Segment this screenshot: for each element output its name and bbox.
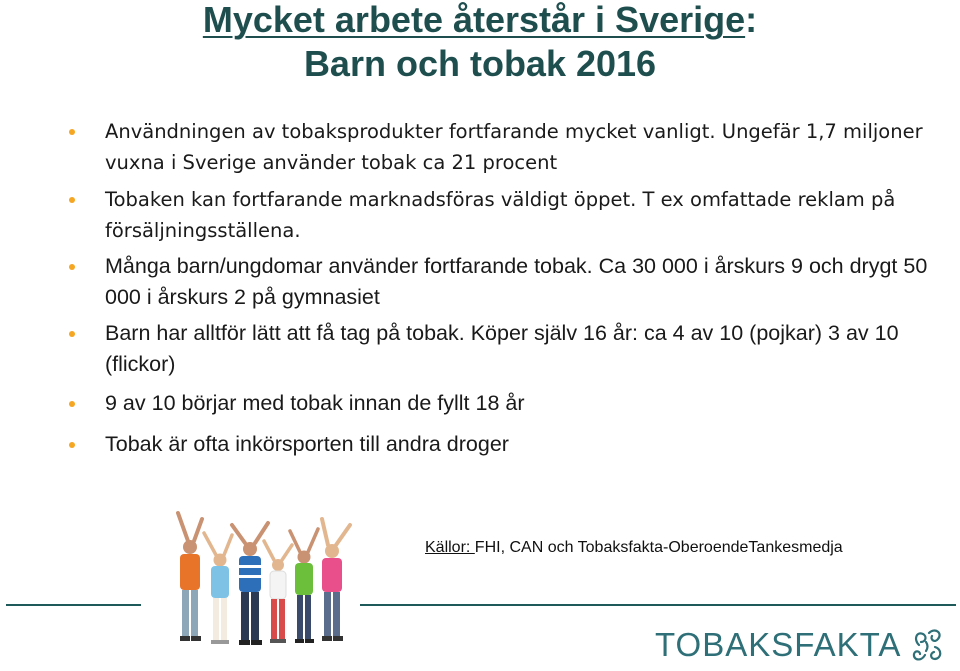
bullet-item	[60, 429, 940, 460]
bullet-item	[60, 251, 940, 313]
bullet-dot-icon	[69, 401, 75, 407]
title-line-2: Barn och tobak 2016	[303, 43, 657, 84]
slide-title	[0, 0, 960, 86]
bullet-text: Barn har alltför lätt att få tag på tobak. Köper själv 16 år: ca 4 av 10 (pojkar) 3 av 10 (flickor)	[105, 321, 899, 376]
title-colon: :	[745, 0, 758, 40]
bullet-dot-icon	[69, 264, 75, 270]
bullet-dot-icon	[69, 197, 75, 203]
bullet-item	[60, 318, 940, 380]
group-of-jumping-kids-photo	[160, 505, 360, 671]
bullet-list	[60, 116, 940, 470]
sources-text: FHI, CAN och Tobaksfakta-OberoendeTankesmedja	[474, 539, 843, 556]
bullet-item	[60, 184, 940, 246]
bullet-text: Tobaken kan fortfarande marknadsföras väldigt öppet. T ex omfattade reklam på försäljningsställena.	[105, 188, 896, 242]
leaf-swirl-icon	[909, 625, 945, 665]
bullet-dot-icon	[69, 331, 75, 337]
title-main-text: Mycket arbete återstår i Sverige	[202, 0, 746, 40]
kid-figure	[264, 541, 292, 643]
logo-wordmark: TOBAKSFAKTA	[655, 626, 902, 663]
bullet-item	[60, 116, 940, 178]
title-line-1	[0, 0, 960, 42]
bullet-text: Många barn/ungdomar använder fortfarande tobak. Ca 30 000 i årskurs 9 och drygt 50 000 i årskurs 2 på gymnasiet	[105, 254, 928, 309]
bullet-item	[60, 388, 940, 419]
kid-figure	[290, 529, 318, 643]
bullet-text: Tobak är ofta inkörsporten till andra droger	[105, 432, 509, 456]
bullet-dot-icon	[69, 129, 75, 135]
kid-figure	[204, 533, 232, 644]
sources-label: Källor:	[425, 539, 475, 556]
kid-figure	[322, 519, 350, 641]
bullet-text: Användningen av tobaksprodukter fortfarande mycket vanligt. Ungefär 1,7 miljoner vuxna i Sverige använder tobak ca 21 procent	[105, 120, 923, 174]
divider-left	[6, 604, 141, 606]
bullet-text: 9 av 10 börjar med tobak innan de fyllt 18 år	[105, 391, 525, 415]
sources-note	[425, 538, 843, 558]
bullet-dot-icon	[69, 442, 75, 448]
divider-right	[360, 604, 956, 606]
kid-figure	[178, 513, 202, 641]
tobaksfakta-logo	[655, 623, 945, 667]
